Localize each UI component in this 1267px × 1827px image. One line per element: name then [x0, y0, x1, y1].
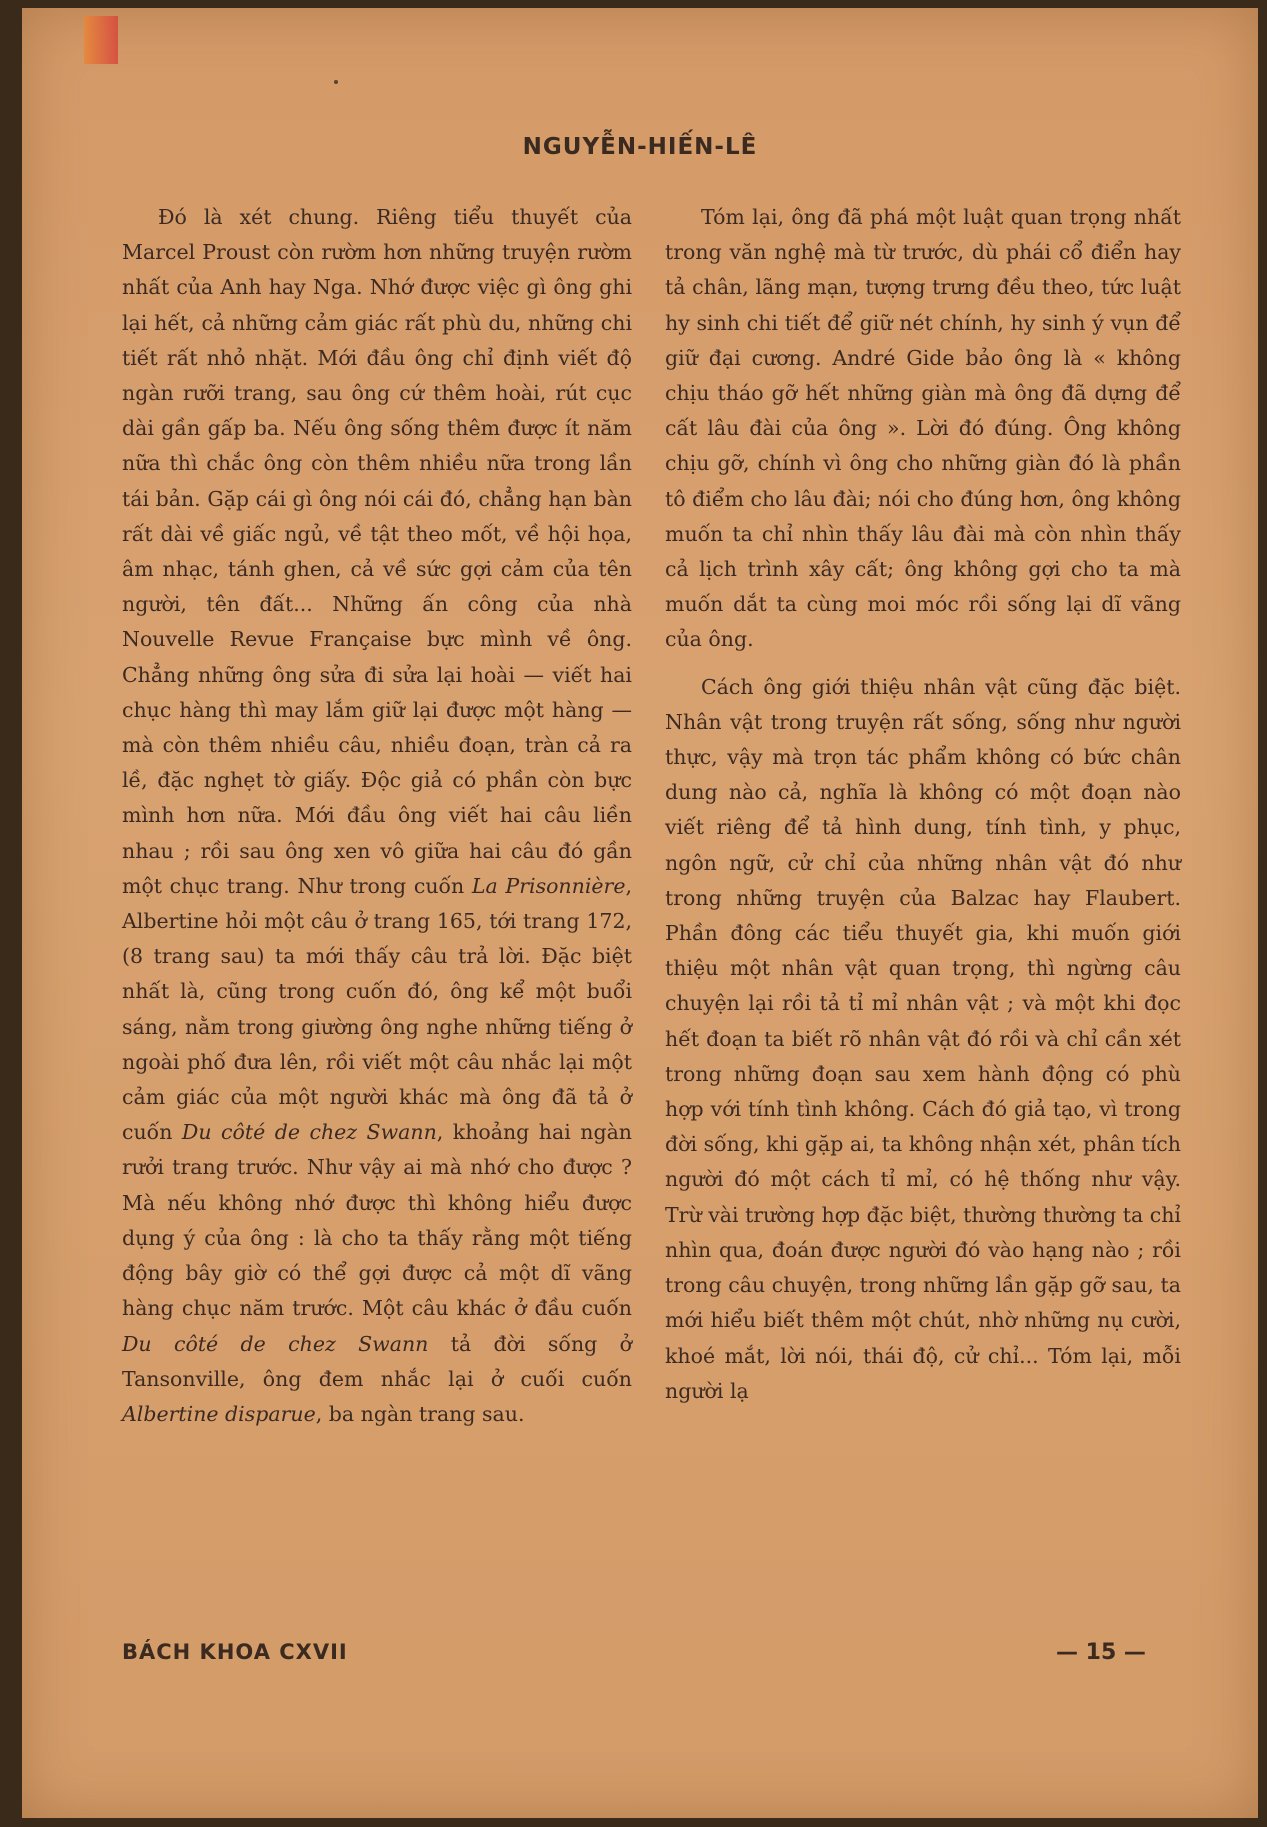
page-number: — 15 —	[1056, 1640, 1146, 1665]
book-title-swann-2: Du côté de chez Swann	[122, 1331, 429, 1356]
left-paragraph	[122, 200, 632, 1432]
book-title-albertine: Albertine disparue	[122, 1401, 316, 1426]
right-column	[665, 200, 1181, 1409]
left-column	[122, 200, 632, 1432]
right-paragraph-2: Cách ông giới thiệu nhân vật cũng đặc biệt. Nhân vật trong truyện rất sống, sống như người thực, vậy mà trọn tác phẩm không có bức chân dung nào cả, nghĩa là không có một đoạn nào viết riêng để tả hình dung, tính tình, y phục, ngôn ngữ, cử chỉ của những nhân vật đó như trong những truyện của Balzac hay Flaubert. Phần đông các tiểu thuyết gia, khi muốn giới thiệu một nhân vật quan trọng, thì ngừng câu chuyện lại rồi tả tỉ mỉ nhân vật ; và một khi đọc hết đoạn ta biết rõ nhân vật đó rồi và chỉ cần xét trong những đoạn sau xem hành động có phù hợp với tính tình không. Cách đó giả tạo, vì trong đời sống, khi gặp ai, ta không nhận xét, phân tích người đó một cách tỉ mỉ, có hệ thống như vậy. Trừ vài trường hợp đặc biệt, thường thường ta chỉ nhìn qua, đoán được người đó vào hạng nào ; rồi trong câu chuyện, trong những lần gặp gỡ sau, ta mới hiểu biết thêm một chút, nhờ những nụ cười, khoé mắt, lời nói, thái độ, cử chỉ... Tóm lại, mỗi người lạ	[665, 674, 1181, 1403]
left-text-c: , khoảng hai ngàn rưởi trang trước. Như vậy ai mà nhớ cho được ? Mà nếu không nhớ được thì không hiểu được dụng ý của ông : là cho ta thấy rằng một tiếng động bây giờ có thể gợi được cả một dĩ vãng hàng chục năm trước. Một câu khác ở đầu cuốn	[122, 1120, 632, 1321]
running-header: NGUYỄN-HIẾN-LÊ	[522, 134, 758, 160]
left-text-b: , Albertine hỏi một câu ở trang 165, tới trang 172, (8 trang sau) ta mới thấy câu trả lời. Đặc biệt nhất là, cũng trong cuốn đó, ông kể một buổi sáng, nằm trong giường ông nghe những tiếng ở ngoài phố đưa lên, rồi viết một câu nhắc lại một cảm giác của một người khác mà ông đã tả ở cuốn	[122, 873, 632, 1145]
book-title-la-prisonniere: La Prisonnière	[471, 873, 626, 898]
page-speck	[334, 80, 338, 84]
book-page	[22, 8, 1258, 1818]
book-title-swann-1: Du côté de chez Swann	[181, 1120, 437, 1145]
page-tab-mark	[84, 16, 118, 64]
right-paragraph-1: Tóm lại, ông đã phá một luật quan trọng nhất trong văn nghệ mà từ trước, dù phái cổ điển hay tả chân, lãng mạn, tượng trưng đều theo, tức luật hy sinh chi tiết để giữ nét chính, hy sinh ý vụn để giữ đại cương. André Gide bảo ông là « không chịu tháo gỡ hết những giàn mà ông đã dựng để cất lâu đài của ông ». Lời đó đúng. Ông không chịu gỡ, chính vì ông cho những giàn đó là phần tô điểm cho lâu đài; nói cho đúng hơn, ông không muốn ta chỉ nhìn thấy lâu đài mà còn nhìn thấy cả lịch trình xây cất; ông không gợi cho ta mà muốn dắt ta cùng moi móc rồi sống lại dĩ vãng của ông.	[665, 205, 1181, 652]
magazine-footer: BÁCH KHOA CXVII	[122, 1640, 348, 1664]
left-text-e: , ba ngàn trang sau.	[315, 1401, 525, 1426]
left-text-a: Đó là xét chung. Riêng tiểu thuyết của Marcel Proust còn rườm hơn những truyện rườm nhất của Anh hay Nga. Nhớ được việc gì ông ghi lại hết, cả những cảm giác rất phù du, những chi tiết rất nhỏ nhặt. Mới đầu ông chỉ định viết độ ngàn rưỡi trang, sau ông cứ thêm hoài, rút cục dài gần gấp ba. Nếu ông sống thêm được ít năm nữa thì chắc ông còn thêm nhiều nữa trong lần tái bản. Gặp cái gì ông nói cái đó, chẳng hạn bàn rất dài về giấc ngủ, về tật theo mốt, về hội họa, âm nhạc, tánh ghen, cả về sức gợi cảm của tên người, tên đất... Những ấn công của nhà Nouvelle Revue Française bực mình về ông. Chẳng những ông sửa đi sửa lại hoài — viết hai chục hàng thì may lắm giữ lại được một hàng — mà còn thêm nhiều câu, nhiều đoạn, tràn cả ra lề, đặc nghẹt tờ giấy. Độc giả có phần còn bực mình hơn nữa. Mới đầu ông viết hai câu liền nhau ; rồi sau ông xen vô giữa hai câu đó gần một chục trang. Như trong cuốn	[122, 205, 632, 898]
left-text-d: tả đời sống ở Tansonville, ông đem nhắc lại ở cuối cuốn	[122, 1331, 632, 1391]
